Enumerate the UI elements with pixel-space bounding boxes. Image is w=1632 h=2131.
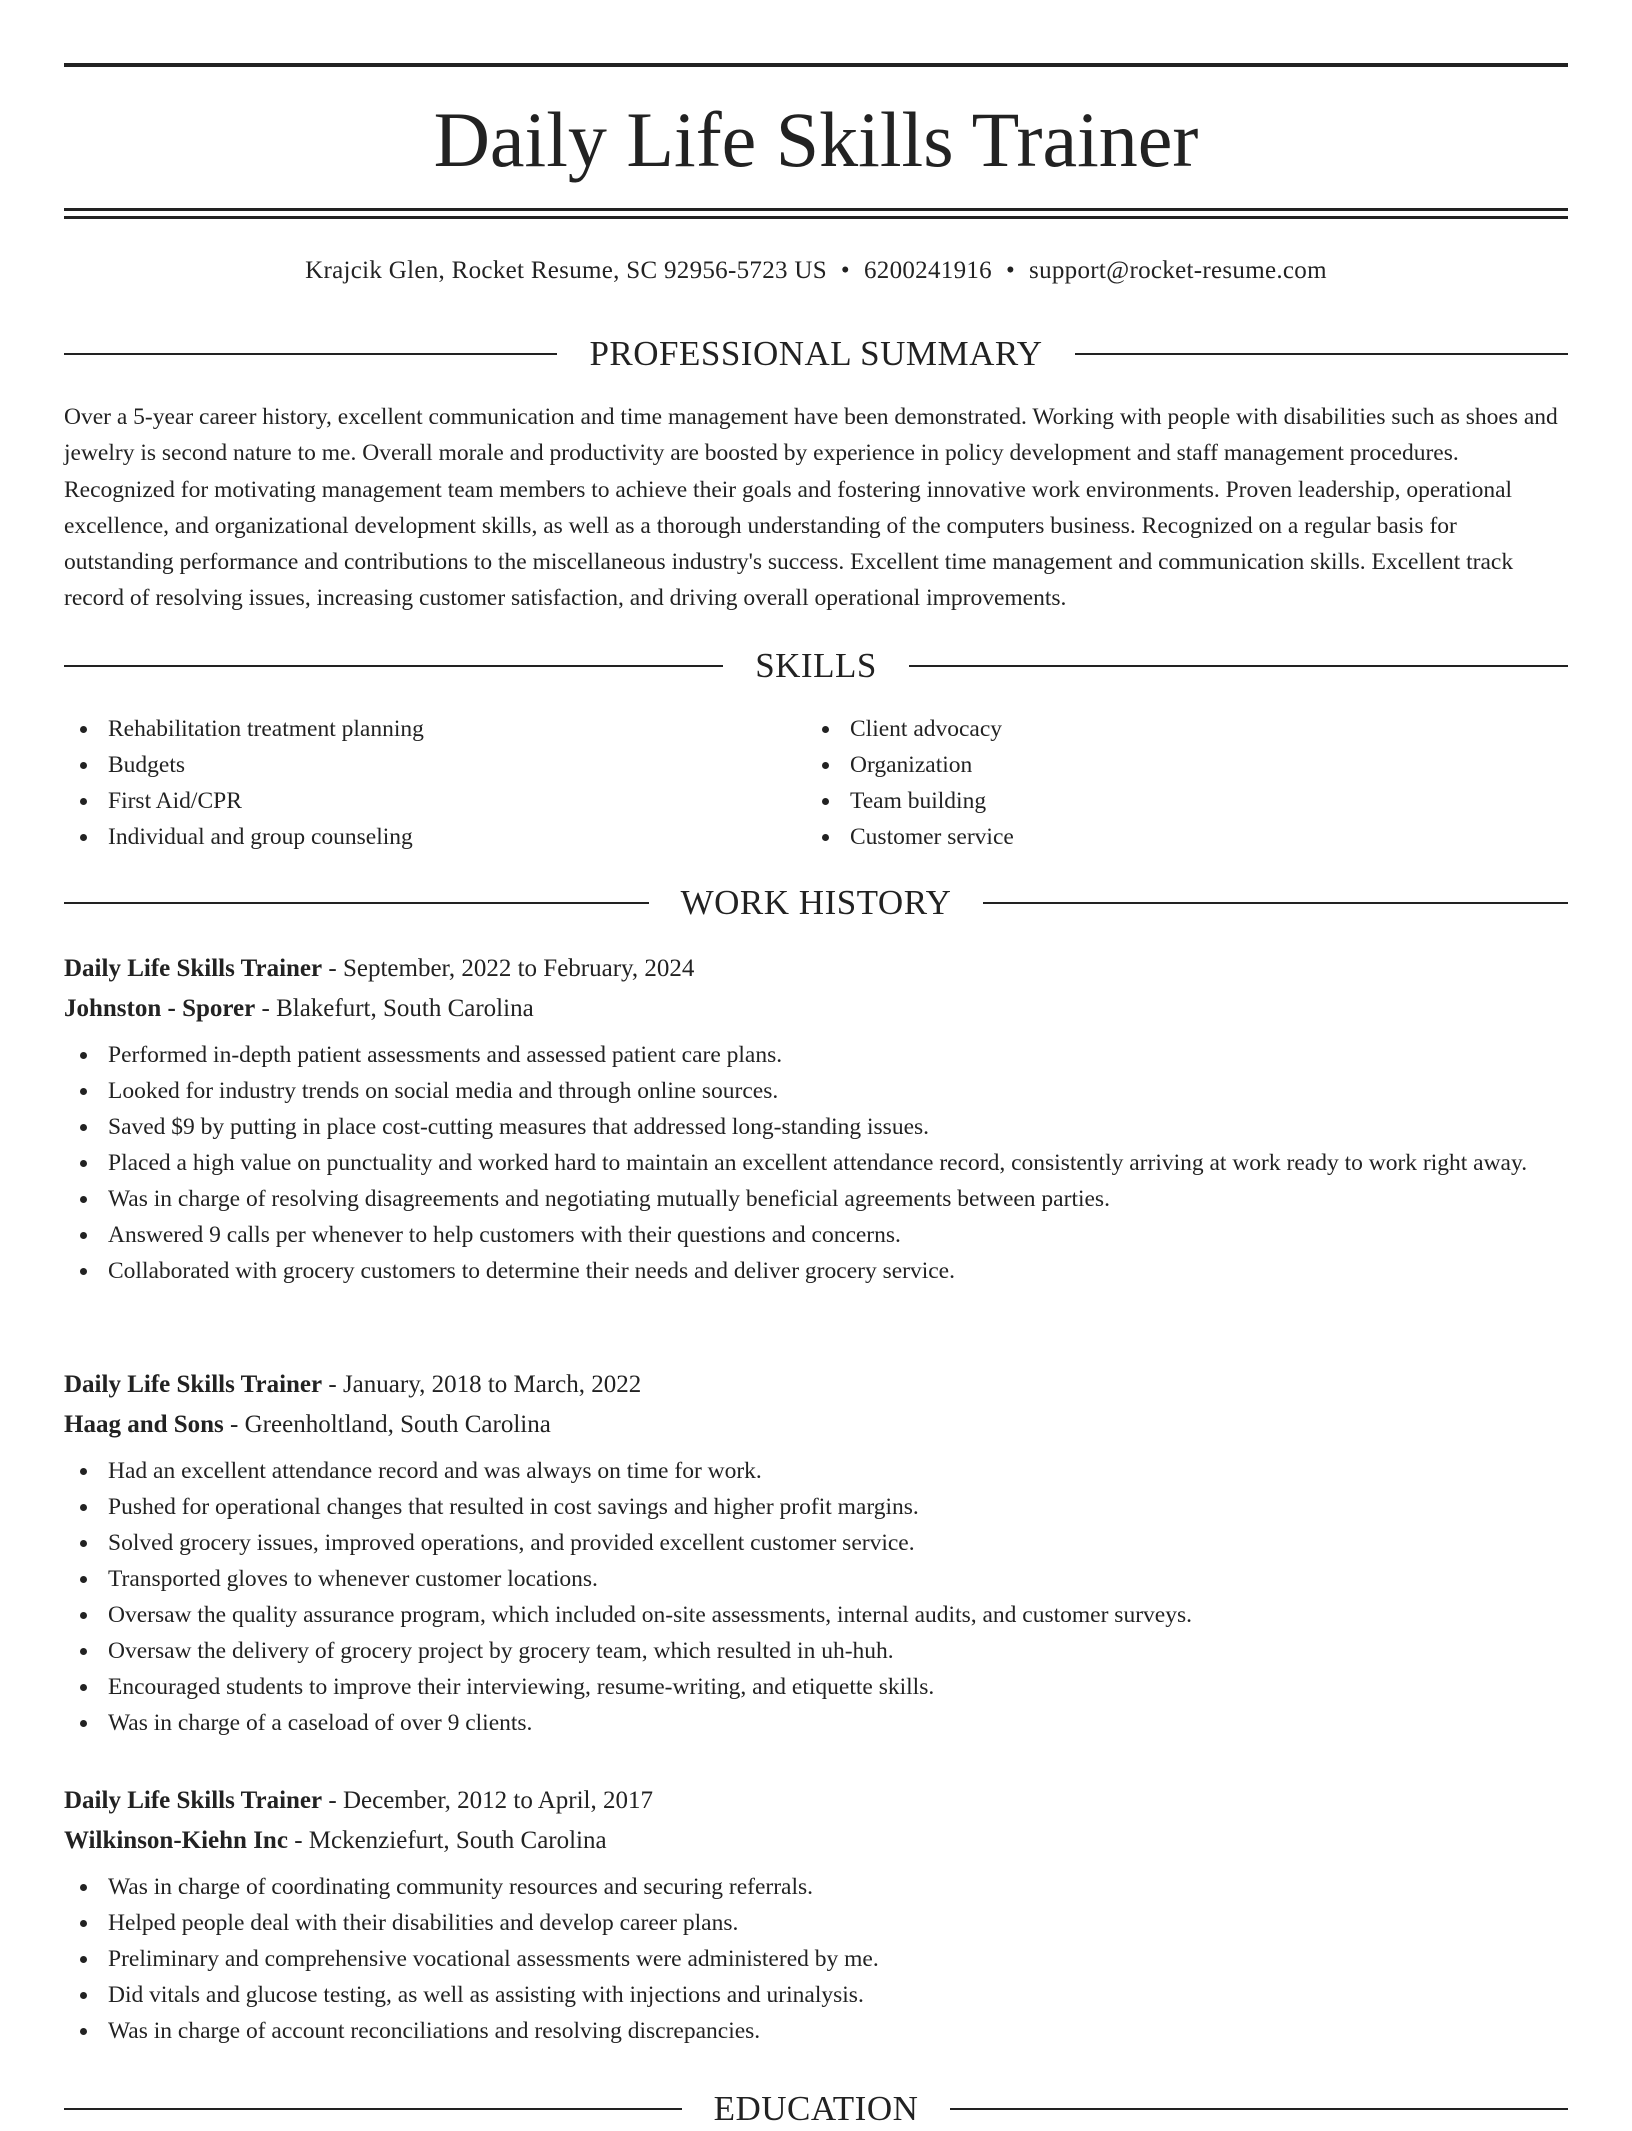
skill-item: Team building xyxy=(806,783,1548,819)
heading-rule xyxy=(64,2108,682,2110)
job-bullets xyxy=(64,1037,1568,1289)
heading-rule xyxy=(64,665,723,667)
job-bullet: Was in charge of resolving disagreements and negotiating mutually beneficial agreements between parties. xyxy=(64,1181,1568,1217)
section-title: PROFESSIONAL SUMMARY xyxy=(589,334,1043,373)
job-entry xyxy=(64,1781,1568,2049)
job-company: Haag and Sons xyxy=(64,1411,224,1438)
job-bullets xyxy=(64,1869,1568,2049)
job-title: Daily Life Skills Trainer xyxy=(64,955,323,982)
job-bullet: Helped people deal with their disabilities and develop career plans. xyxy=(64,1905,1568,1941)
job-company: Johnston - Sporer xyxy=(64,995,256,1022)
job-bullet: Did vitals and glucose testing, as well as assisting with injections and urinalysis. xyxy=(64,1977,1568,2013)
contact-separator: • xyxy=(840,257,850,284)
section-heading-skills xyxy=(64,644,1568,688)
contact-info xyxy=(64,254,1568,288)
job-bullets xyxy=(64,1453,1568,1741)
skills-column-right xyxy=(806,711,1548,855)
section-heading-work-history xyxy=(64,881,1568,925)
heading-rule xyxy=(64,353,557,355)
job-bullet: Pushed for operational changes that resulted in cost savings and higher profit margins. xyxy=(64,1489,1568,1525)
job-company: Wilkinson-Kiehn Inc xyxy=(64,1827,288,1854)
job-bullet: Was in charge of coordinating community resources and securing referrals. xyxy=(64,1869,1568,1905)
job-company-line xyxy=(64,1405,1568,1445)
job-bullet: Oversaw the quality assurance program, which included on-site assessments, internal audits, and customer surveys. xyxy=(64,1597,1568,1633)
heading-rule xyxy=(1075,353,1568,355)
job-location: - Greenholtland, South Carolina xyxy=(223,1411,551,1438)
contact-address: Krajcik Glen, Rocket Resume, SC 92956-5723 US xyxy=(305,257,827,284)
heading-rule xyxy=(950,2108,1568,2110)
skill-item: Individual and group counseling xyxy=(64,819,806,855)
job-entry xyxy=(64,1365,1568,1741)
header-bottom-rule xyxy=(64,208,1568,211)
skills-column-left xyxy=(64,711,806,855)
job-bullet: Encouraged students to improve their interviewing, resume-writing, and etiquette skills. xyxy=(64,1669,1568,1705)
job-bullet: Preliminary and comprehensive vocational assessments were administered by me. xyxy=(64,1941,1568,1977)
job-company-line xyxy=(64,989,1568,1029)
job-bullet: Was in charge of account reconciliations and resolving discrepancies. xyxy=(64,2013,1568,2049)
job-title-line xyxy=(64,1365,1568,1405)
skill-item: Rehabilitation treatment planning xyxy=(64,711,806,747)
contact-email: support@rocket-resume.com xyxy=(1029,257,1327,284)
section-title: EDUCATION xyxy=(713,2089,919,2128)
job-bullet: Saved $9 by putting in place cost-cutting measures that addressed long-standing issues. xyxy=(64,1109,1568,1145)
skills-list xyxy=(64,711,1568,855)
contact-separator: • xyxy=(1005,257,1016,284)
job-location: - Blakefurt, South Carolina xyxy=(255,995,534,1022)
job-bullet: Placed a high value on punctuality and worked hard to maintain an excellent attendance record, consistently arriving at work ready to work right away. xyxy=(64,1145,1568,1181)
job-title-line xyxy=(64,1781,1568,1821)
job-bullet: Had an excellent attendance record and was always on time for work. xyxy=(64,1453,1568,1489)
heading-rule xyxy=(64,902,649,904)
job-title-line xyxy=(64,949,1568,989)
job-dates: - January, 2018 to March, 2022 xyxy=(322,1371,642,1398)
skill-item: Budgets xyxy=(64,747,806,783)
header-bottom-rule-inner xyxy=(64,216,1568,219)
job-dates: - September, 2022 to February, 2024 xyxy=(322,955,695,982)
job-bullet: Looked for industry trends on social media and through online sources. xyxy=(64,1073,1568,1109)
skill-item: Organization xyxy=(806,747,1548,783)
job-bullet: Performed in-depth patient assessments and assessed patient care plans. xyxy=(64,1037,1568,1073)
header-top-rule xyxy=(64,63,1568,67)
job-bullet: Transported gloves to whenever customer locations. xyxy=(64,1561,1568,1597)
section-title: WORK HISTORY xyxy=(680,883,952,922)
job-location: - Mckenziefurt, South Carolina xyxy=(287,1827,607,1854)
job-bullet: Collaborated with grocery customers to determine their needs and deliver grocery service. xyxy=(64,1253,1568,1289)
section-title: SKILLS xyxy=(755,646,877,685)
skill-item: First Aid/CPR xyxy=(64,783,806,819)
heading-rule xyxy=(909,665,1568,667)
job-bullet: Was in charge of a caseload of over 9 clients. xyxy=(64,1705,1568,1741)
job-bullet: Answered 9 calls per whenever to help customers with their questions and concerns. xyxy=(64,1217,1568,1253)
job-dates: - December, 2012 to April, 2017 xyxy=(322,1787,653,1814)
job-entry xyxy=(64,949,1568,1289)
job-company-line xyxy=(64,1821,1568,1861)
resume-name: Daily Life Skills Trainer xyxy=(433,96,1199,183)
skill-item: Customer service xyxy=(806,819,1548,855)
heading-rule xyxy=(983,902,1568,904)
section-heading-summary xyxy=(64,332,1568,376)
job-bullet: Solved grocery issues, improved operations, and provided excellent customer service. xyxy=(64,1525,1568,1561)
skill-item: Client advocacy xyxy=(806,711,1548,747)
job-title: Daily Life Skills Trainer xyxy=(64,1371,323,1398)
summary-text: Over a 5-year career history, excellent communication and time management have been demonstrated. Working with people with disabilities such as shoes and jewelry is second nature to me. Overall morale and productivity are boosted by experience in policy development and staff management procedures. Recognized for motivating management team members to achieve their goals and fostering innovative work environments. Proven leadership, operational excellence, and organizational development skills, as well as a thorough understanding of the computers business. Recognized on a regular basis for outstanding performance and contributions to the miscellaneous industry's success. Excellent time management and communication skills. Excellent track record of resolving issues, increasing customer satisfaction, and driving overall operational improvements. xyxy=(64,404,1558,612)
job-bullet: Oversaw the delivery of grocery project by grocery team, which resulted in uh-huh. xyxy=(64,1633,1568,1669)
section-heading-education xyxy=(64,2087,1568,2131)
contact-phone: 6200241916 xyxy=(863,257,992,284)
job-title: Daily Life Skills Trainer xyxy=(64,1787,323,1814)
